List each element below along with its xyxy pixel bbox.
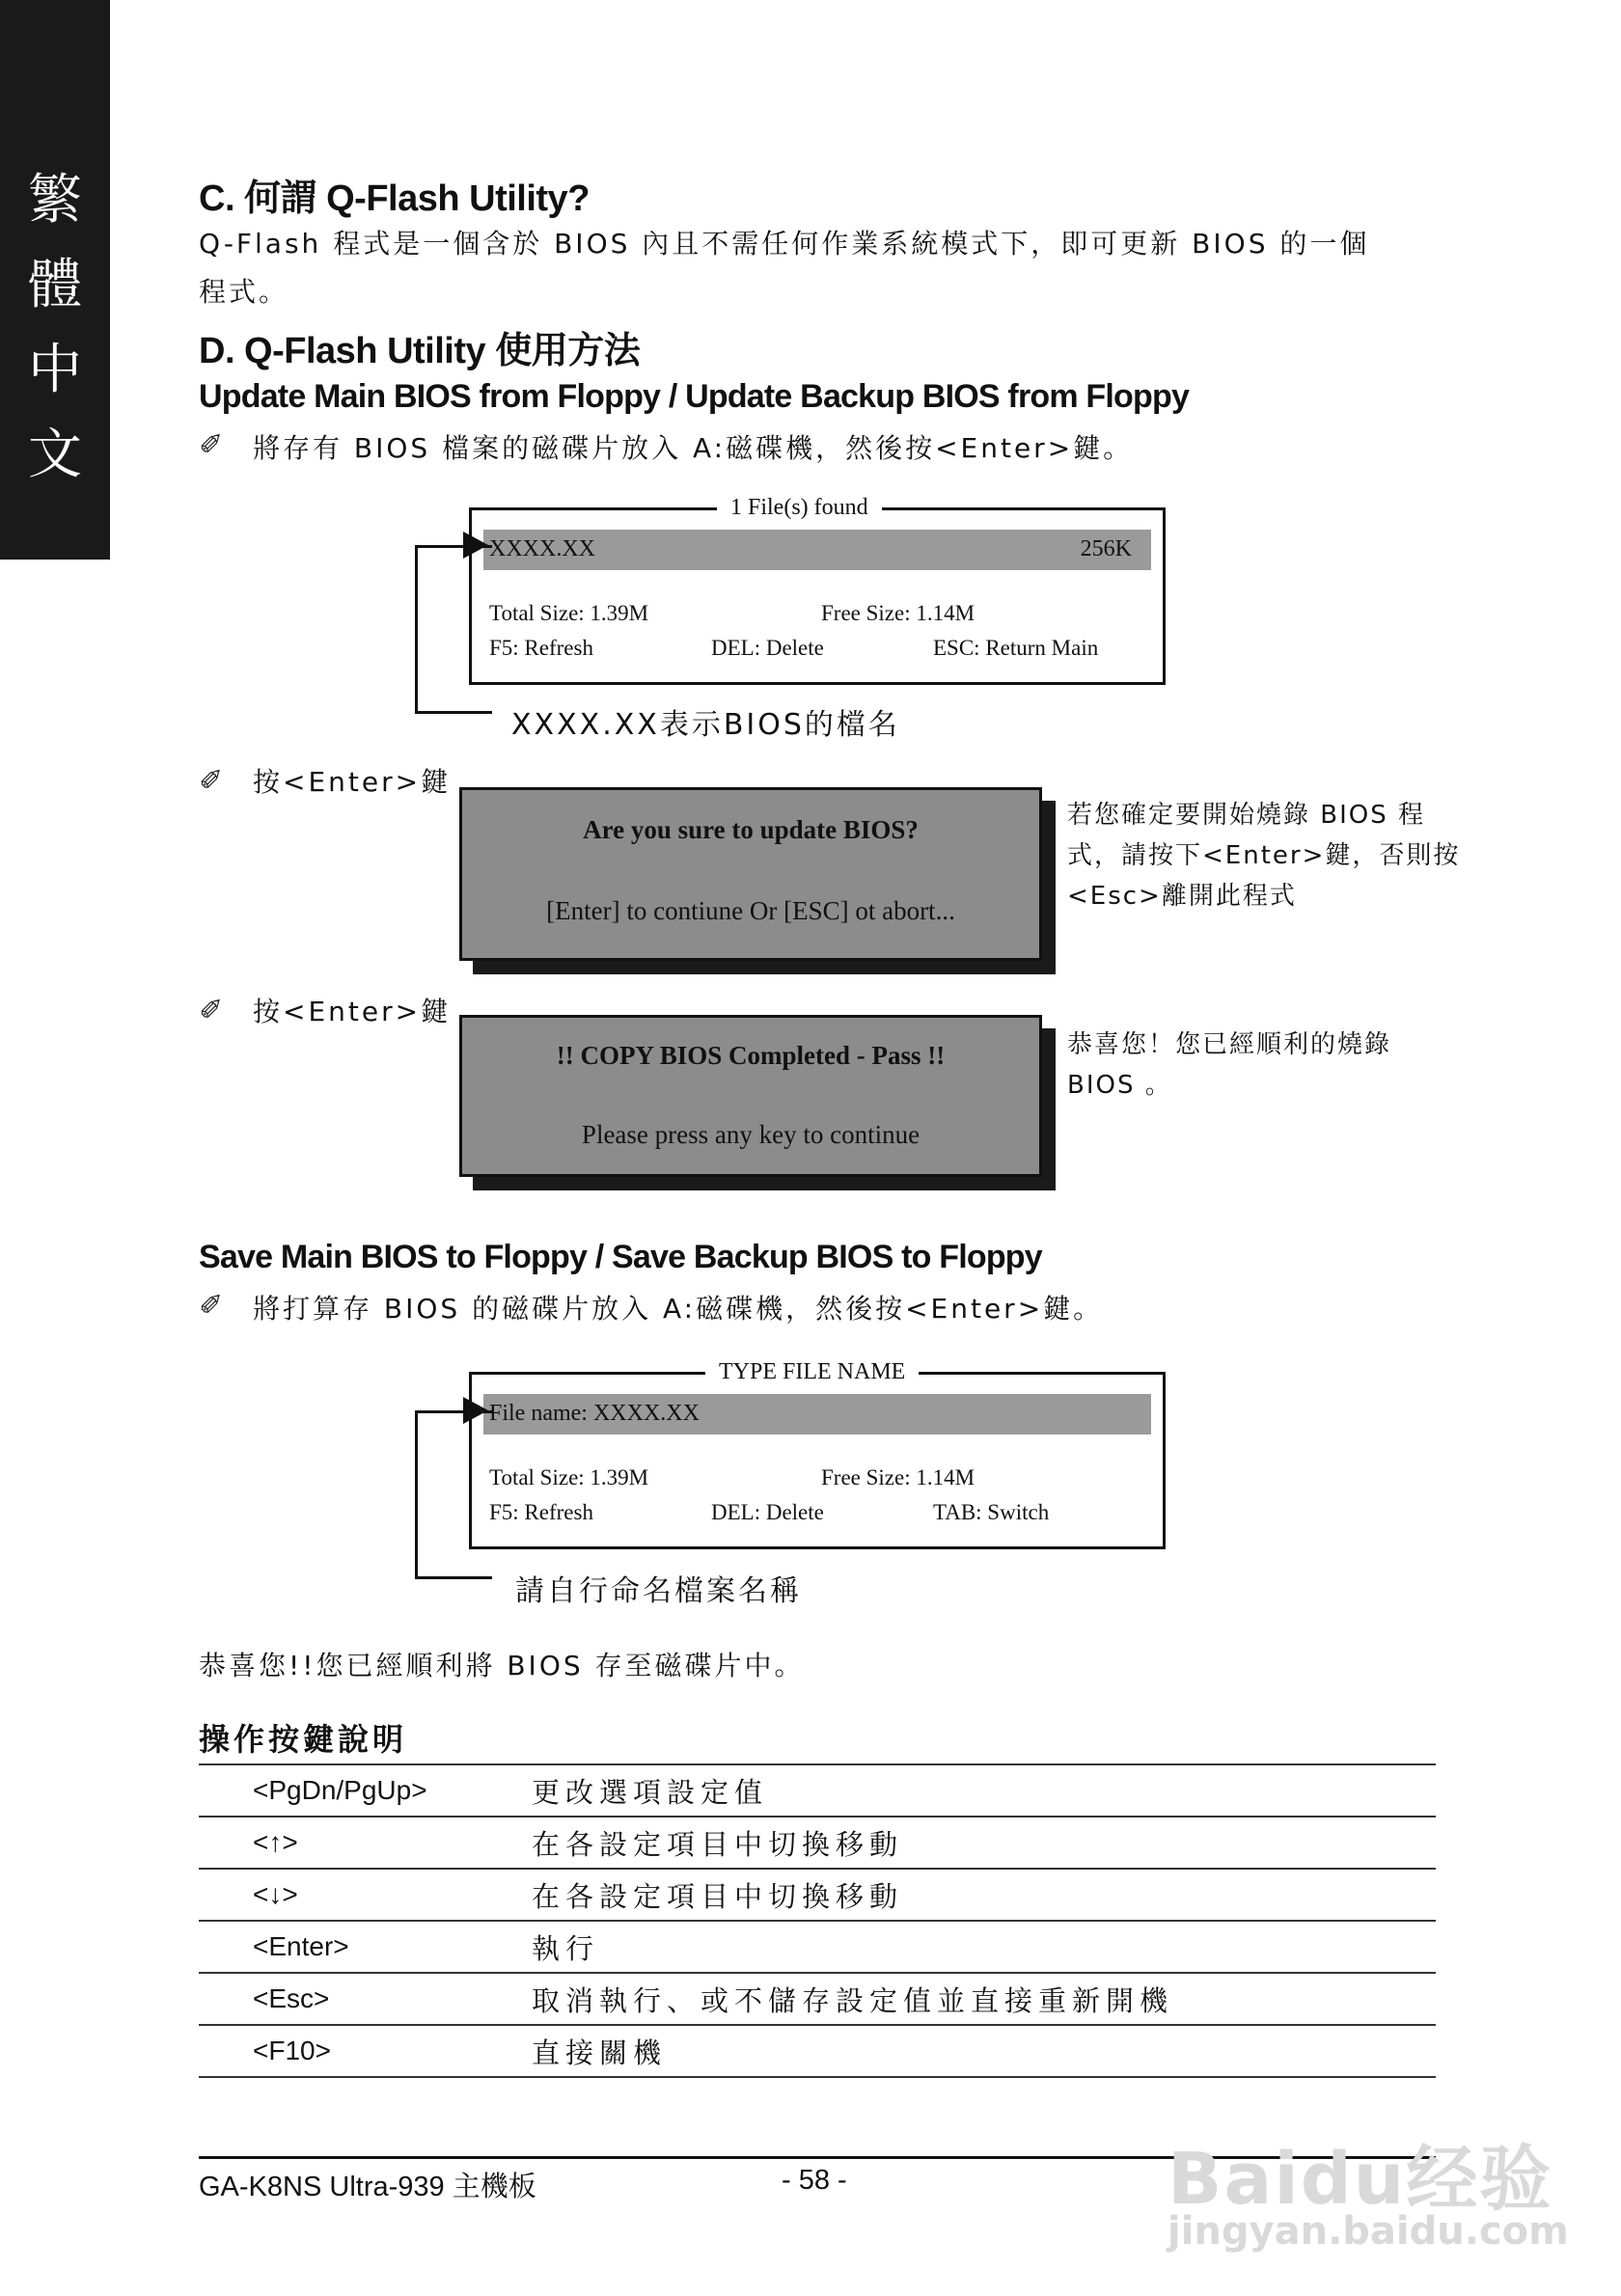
file-name: XXXX.XX <box>489 536 595 561</box>
side-tab-char: 中 <box>28 339 82 401</box>
copy-completed-dialog <box>459 1015 1042 1177</box>
baidu-watermark-url: jingyan.baidu.com <box>1168 2209 1569 2254</box>
total-size: Total Size: 1.39M <box>489 1465 649 1490</box>
selected-file-row[interactable] <box>483 530 1151 570</box>
update-bios-heading: Update Main BIOS from Floppy / Update Backup BIOS from Floppy <box>199 378 1190 415</box>
update-step1-text: 將存有 BIOS 檔案的磁碟片放入 A:磁碟機，然後按<Enter>鍵。 <box>253 432 1134 464</box>
tab-switch-hint: TAB: Switch <box>933 1500 1050 1524</box>
step3-note-line1: 恭喜您！您已經順利的燒錄 <box>1067 1030 1392 1059</box>
desc-cell: 執行 <box>532 1921 1436 1973</box>
section-c-heading: C. 何謂 Q-Flash Utility? <box>199 178 590 219</box>
key-cell: <Esc> <box>199 1973 532 2025</box>
free-size: Free Size: 1.14M <box>821 1465 975 1490</box>
key-cell: <↓> <box>199 1869 532 1921</box>
desc-cell: 在各設定項目中切換移動 <box>532 1869 1436 1921</box>
save-congrats-text: 恭喜您!!您已經順利將 BIOS 存至磁碟片中。 <box>199 1650 805 1681</box>
file-found-screen <box>469 495 1166 685</box>
key-table-title: 操作按鍵說明 <box>199 1721 408 1758</box>
confirm-update-dialog <box>459 787 1042 961</box>
type-file-name-legend: TYPE FILE NAME <box>705 1359 919 1385</box>
f5-refresh-hint: F5: Refresh <box>489 636 593 660</box>
section-c-para-line2: 程式。 <box>199 276 289 308</box>
key-cell: <↑> <box>199 1817 532 1869</box>
del-delete-hint: DEL: Delete <box>711 1500 824 1524</box>
desc-cell: 更改選項設定值 <box>532 1764 1436 1817</box>
table-row <box>199 1973 1436 2025</box>
side-tab-char: 體 <box>28 254 82 316</box>
free-size: Free Size: 1.14M <box>821 601 975 625</box>
baidu-watermark-logo: Baidu经验 <box>1168 2138 1553 2221</box>
step2-note-line2: 式，請按下<Enter>鍵，否則按 <box>1067 841 1461 870</box>
screen2-caption: 請自行命名檔案名稱 <box>515 1574 802 1608</box>
table-row <box>199 2025 1436 2077</box>
confirm-dialog-message: [Enter] to contiune Or [ESC] ot abort... <box>546 896 955 925</box>
callout-arrow-base <box>415 711 492 714</box>
file-size: 256K <box>1080 536 1132 561</box>
completed-dialog-message: Please press any key to continue <box>581 1120 920 1149</box>
desc-cell: 在各設定項目中切換移動 <box>532 1817 1436 1869</box>
callout-arrow-head-icon <box>463 1397 488 1424</box>
key-cell: <PgDn/PgUp> <box>199 1764 532 1817</box>
side-tab-char: 文 <box>28 424 82 486</box>
file-name-value: File name: XXXX.XX <box>489 1401 700 1426</box>
screen1-caption: XXXX.XX表示BIOS的檔名 <box>511 708 900 742</box>
pen-icon: ✐ <box>199 1289 224 1323</box>
step2-note-line3: <Esc>離開此程式 <box>1067 882 1297 911</box>
footer-page-number: - 58 - <box>782 2165 847 2196</box>
file-name-input[interactable] <box>483 1394 1151 1435</box>
callout-arrow-line <box>415 545 492 713</box>
table-row <box>199 1817 1436 1869</box>
save-bios-heading: Save Main BIOS to Floppy / Save Backup BIOS to Floppy <box>199 1239 1042 1275</box>
table-row <box>199 1921 1436 1973</box>
side-tab-char: 繁 <box>28 169 82 232</box>
section-d-heading: D. Q-Flash Utility 使用方法 <box>199 331 641 371</box>
pen-icon: ✐ <box>199 764 224 798</box>
key-cell: <F10> <box>199 2025 532 2077</box>
key-cell: <Enter> <box>199 1921 532 1973</box>
table-row <box>199 1869 1436 1921</box>
step2-label: 按<Enter>鍵 <box>253 766 452 798</box>
f5-refresh-hint: F5: Refresh <box>489 1500 593 1524</box>
type-file-name-screen <box>469 1359 1166 1549</box>
del-delete-hint: DEL: Delete <box>711 636 824 660</box>
callout-arrow-base <box>415 1576 492 1579</box>
desc-cell: 直接關機 <box>532 2025 1436 2077</box>
confirm-dialog-title: Are you sure to update BIOS? <box>583 815 919 844</box>
callout-arrow-line <box>415 1410 492 1578</box>
completed-dialog-title: !! COPY BIOS Completed - Pass !! <box>556 1041 946 1070</box>
step2-note-line1: 若您確定要開始燒錄 BIOS 程 <box>1067 801 1426 830</box>
key-table <box>199 1763 1436 2078</box>
pen-icon: ✐ <box>199 994 224 1027</box>
section-c-para-line1: Q-Flash 程式是一個含於 BIOS 內且不需任何作業系統模式下，即可更新 BIOS 的一個 <box>199 228 1370 260</box>
step3-note-line2: BIOS 。 <box>1067 1071 1172 1100</box>
esc-return-hint: ESC: Return Main <box>933 636 1099 660</box>
table-row <box>199 1764 1436 1817</box>
pen-icon: ✐ <box>199 428 224 462</box>
total-size: Total Size: 1.39M <box>489 601 649 625</box>
file-found-legend: 1 File(s) found <box>717 495 882 521</box>
save-step1-text: 將打算存 BIOS 的磁碟片放入 A:磁碟機，然後按<Enter>鍵。 <box>253 1293 1104 1325</box>
desc-cell: 取消執行、或不儲存設定值並直接重新開機 <box>532 1973 1436 2025</box>
step3-label: 按<Enter>鍵 <box>253 996 452 1027</box>
footer-model: GA-K8NS Ultra-939 主機板 <box>199 2172 536 2202</box>
language-side-tab <box>0 0 110 560</box>
callout-arrow-head-icon <box>463 532 488 559</box>
